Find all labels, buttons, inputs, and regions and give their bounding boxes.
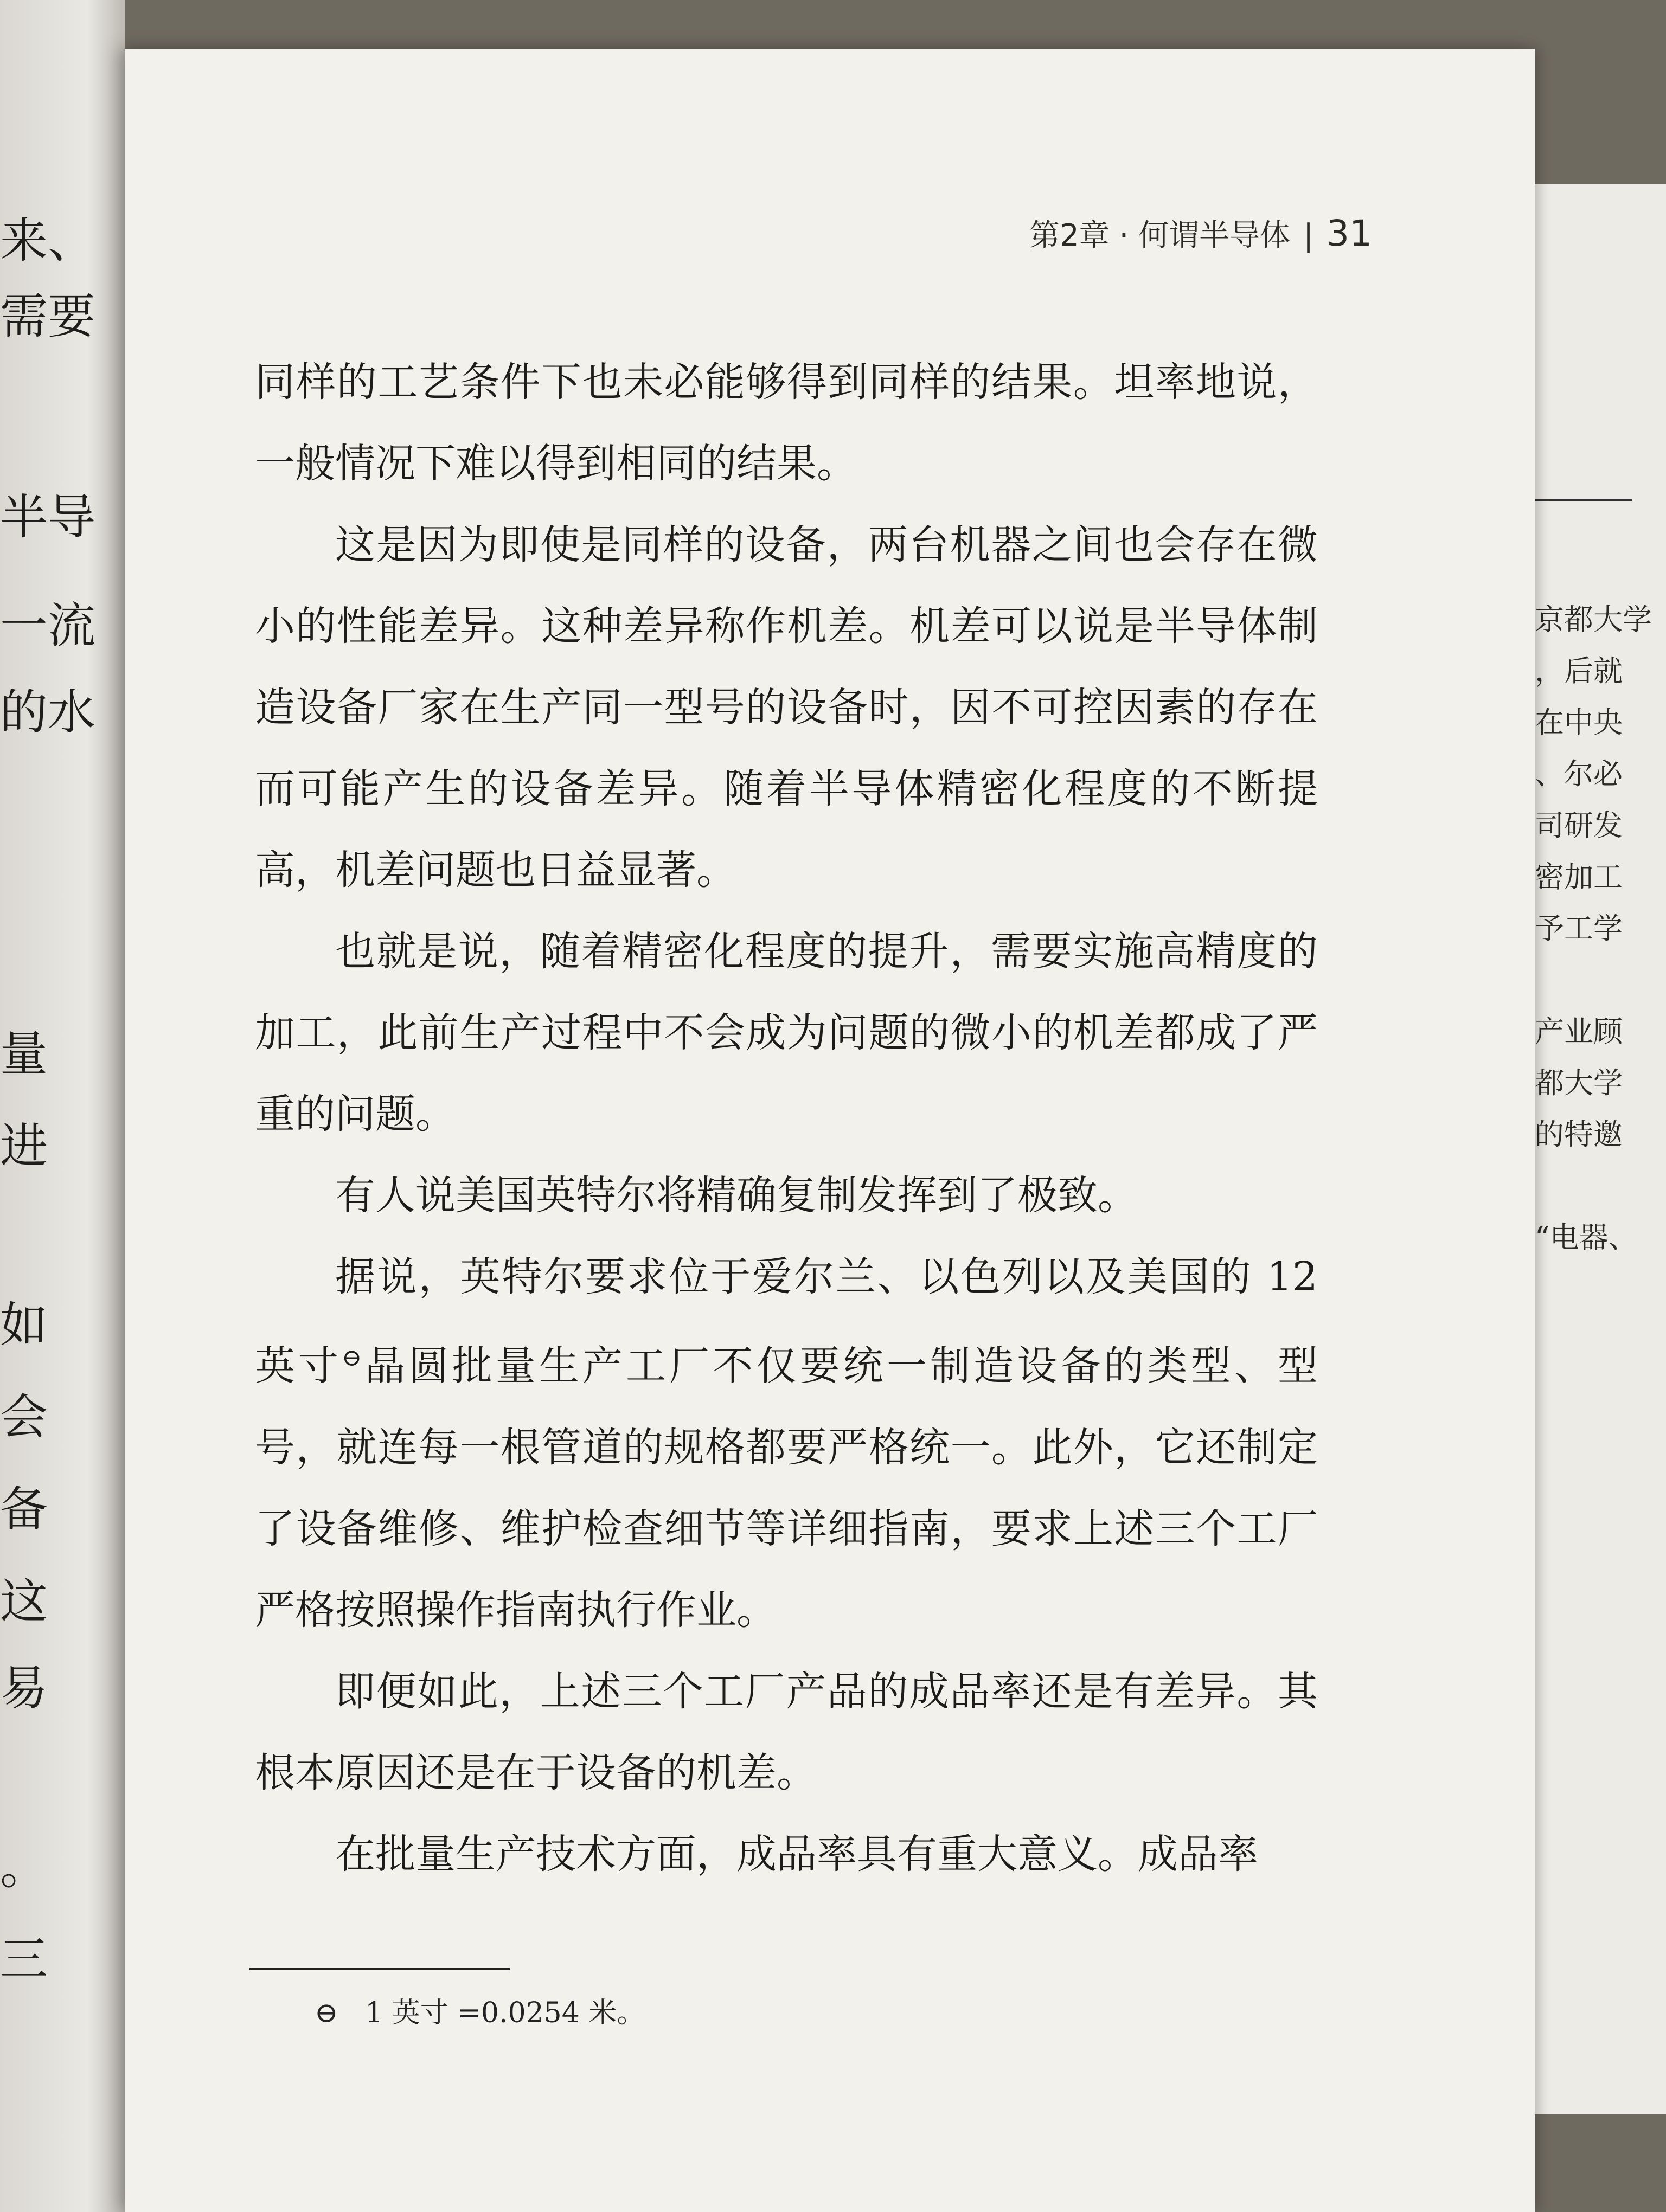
paragraph-text: 据说，英特尔要求位于爱尔兰、以色列以及美国的 12 英寸 <box>255 1253 1318 1390</box>
right-text-fragment: 密加工 <box>1535 860 1623 894</box>
right-text-fragment: 京都大学 <box>1535 602 1652 636</box>
running-head-separator: | <box>1303 218 1314 253</box>
running-head <box>1029 211 1372 255</box>
left-text-fragment: 。 <box>0 1839 48 1895</box>
page-number: 31 <box>1327 213 1372 254</box>
paragraph: 这是因为即使是同样的设备，两台机器之间也会存在微小的性能差异。这种差异称作机差。机差可以说是半导体制造设备厂家在生产同一型号的设备时，因不可控因素的存在而可能产生的设备差异。随着半导体精密化程度的不断提高，机差问题也日益显著。 <box>255 522 1318 893</box>
right-text-fragment: 、尔必 <box>1535 757 1623 791</box>
right-text-fragment: ，后就 <box>1535 654 1623 688</box>
left-text-fragment: 一流 <box>0 597 96 653</box>
paragraph-text: 晶圆批量生产工厂不仅要统一制造设备的类型、型号，就连每一根管道的规格都要严格统一。此外，它还制定了设备维修、维护检查细节等详细指南，要求上述三个工厂严格按照操作指南执行作业。 <box>255 1342 1318 1634</box>
left-text-fragment: 三 <box>0 1931 48 1987</box>
left-text-fragment: 进 <box>0 1118 48 1174</box>
left-text-fragment: 备 <box>0 1481 48 1537</box>
footnote <box>315 1990 645 2030</box>
paragraph: 有人说美国英特尔将精确复制发挥到了极致。 <box>335 1172 1138 1219</box>
paragraph: 在批量生产技术方面，成品率具有重大意义。成品率 <box>335 1830 1258 1877</box>
left-text-fragment: 的水 <box>0 684 96 740</box>
right-page-rule <box>1535 499 1632 501</box>
footnote-rule <box>249 1968 510 1970</box>
body-text <box>255 342 1318 1895</box>
footnote-mark: ⊖ <box>315 1997 338 2029</box>
left-text-fragment: 会 <box>0 1389 48 1445</box>
left-text-fragment: 易 <box>0 1660 48 1716</box>
book-page <box>125 49 1535 2212</box>
left-text-fragment: 如 <box>0 1297 48 1353</box>
right-text-fragment: 产业顾 <box>1535 1014 1623 1049</box>
right-text-fragment: 司研发 <box>1535 808 1623 843</box>
footnote-text: 1 英寸 =0.0254 米。 <box>365 1997 645 2029</box>
right-text-fragment: 都大学 <box>1535 1066 1623 1100</box>
right-text-fragment: 予工学 <box>1535 911 1623 946</box>
chapter-title: 第2章 · 何谓半导体 <box>1029 218 1291 253</box>
left-text-fragment: 半导 <box>0 489 96 545</box>
left-text-fragment: 需要 <box>0 288 96 344</box>
paragraph: 同样的工艺条件下也未必能够得到同样的结果。坦率地说，一般情况下难以得到相同的结果。 <box>255 359 1318 487</box>
paragraph: 也就是说，随着精密化程度的提升，需要实施高精度的加工，此前生产过程中不会成为问题的微小的机差都成了严重的问题。 <box>255 928 1318 1137</box>
footnote-reference[interactable]: ⊖ <box>342 1344 362 1372</box>
right-text-fragment: 的特邀 <box>1535 1117 1623 1152</box>
right-text-fragment: “电器、 <box>1535 1220 1638 1255</box>
paragraph: 即便如此，上述三个工厂产品的成品率还是有差异。其根本原因还是在于设备的机差。 <box>255 1668 1318 1796</box>
left-text-fragment: 这 <box>0 1573 48 1629</box>
right-text-fragment: 在中央 <box>1535 705 1623 740</box>
left-page-edge <box>0 0 125 2212</box>
paragraph-with-footnote <box>255 1236 1318 1651</box>
left-text-fragment: 量 <box>0 1026 48 1082</box>
left-text-fragment: 来、 <box>0 213 96 268</box>
